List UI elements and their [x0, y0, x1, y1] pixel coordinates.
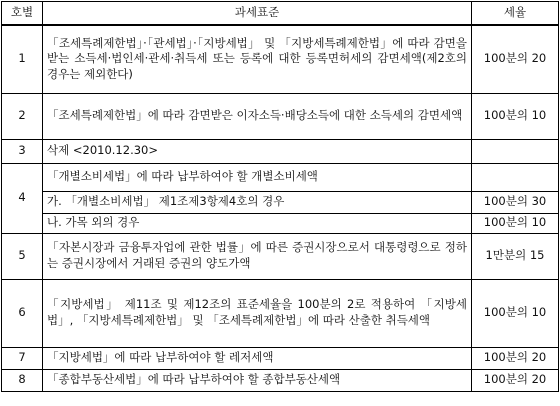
row-rate: 100분의 10	[472, 93, 559, 139]
table-row	[2, 93, 559, 139]
row-standard: 「지방세법」 제11조 및 제12조의 표준세율을 100분의 2로 적용하여 「지방세법」, 「지방세특례제한법」 및 「조세특례제한법」에 따라 산출한 취득세액	[43, 279, 472, 347]
table-row	[2, 279, 559, 347]
row-rate: 100분의 20	[472, 25, 559, 93]
row-number: 8	[2, 369, 43, 391]
row-rate: 100분의 10	[472, 279, 559, 347]
row-rate: 100분의 20	[472, 369, 559, 391]
row-standard: 「종합부동산세법」에 따라 납부하여야 할 종합부동산세액	[43, 369, 472, 391]
row-standard: 「조세특례제한법」·「관세법」·「지방세법」 및 「지방세특례제한법」에 따라 감면을 받는 소득세·법인세·관세·취득세 또는 등록에 대한 등록면허세의 감면세액(제2호의 경우는 제외한다)	[43, 25, 472, 93]
header-rate: 세율	[472, 2, 559, 26]
table-row	[2, 163, 559, 191]
row-number: 1	[2, 25, 43, 93]
row-number: 4	[2, 163, 43, 233]
table-row	[2, 369, 559, 391]
row-number: 3	[2, 139, 43, 163]
table-subrow	[2, 213, 559, 233]
subrow-rate: 100분의 10	[472, 213, 559, 233]
subrow-standard: 가. 「개별소비세법」 제1조제3항제4호의 경우	[43, 191, 472, 213]
row-standard: 「개별소비세법」에 따라 납부하여야 할 개별소비세액	[43, 163, 472, 191]
table-row	[2, 347, 559, 369]
header-standard: 과세표준	[43, 2, 472, 26]
row-rate	[472, 139, 559, 163]
header-no: 호별	[2, 2, 43, 26]
row-standard: 「자본시장과 금융투자업에 관한 법률」에 따른 증권시장으로서 대통령령으로 정하는 증권시장에서 거래된 증권의 양도가액	[43, 233, 472, 279]
row-rate	[472, 163, 559, 191]
row-number: 5	[2, 233, 43, 279]
row-number: 2	[2, 93, 43, 139]
table-row	[2, 139, 559, 163]
subrow-standard: 나. 가목 외의 경우	[43, 213, 472, 233]
table-row	[2, 233, 559, 279]
subrow-rate: 100분의 30	[472, 191, 559, 213]
row-rate: 1만분의 15	[472, 233, 559, 279]
row-standard: 삭제 <2010.12.30>	[43, 139, 472, 163]
row-number: 6	[2, 279, 43, 347]
header-row	[2, 2, 559, 26]
table-row	[2, 25, 559, 93]
row-standard: 「지방세법」에 따라 납부하여야 할 레저세액	[43, 347, 472, 369]
tax-rate-table	[1, 1, 559, 392]
row-standard: 「조세특례제한법」에 따라 감면받은 이자소득·배당소득에 대한 소득세의 감면세액	[43, 93, 472, 139]
row-rate: 100분의 20	[472, 347, 559, 369]
table-subrow	[2, 191, 559, 213]
row-number: 7	[2, 347, 43, 369]
